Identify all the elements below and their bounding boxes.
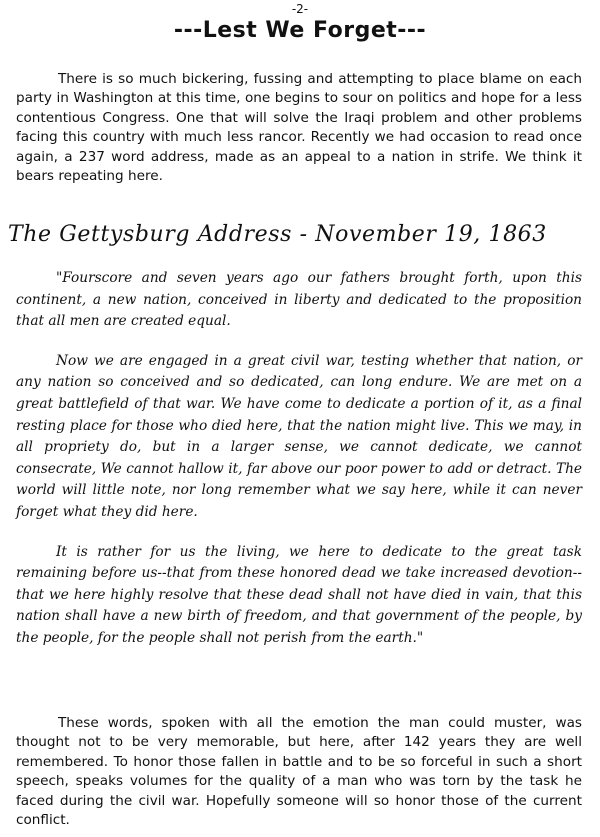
address-paragraph-2: Now we are engaged in a great civil war, testing whether that nation, or any nation so conceived and so dedicated, can long endure. We are met on a great battlefield of that war. We have come to dedicate a portion of it, as a final resting place for those who died here, that the nation might live. This we may, in all propriety do, but in a larger sense, we cannot dedicate, we cannot consecrate, We cannot hallow it, far above our poor power to add or detract. The world will little note, nor long remember what we say here, while it can never forget what they did here.: [16, 352, 582, 520]
closing-paragraph: These words, spoken with all the emotion the man could muster, was thought not to be very memorable, but here, after 142 years they are well remembered. To honor those fallen in battle and to be so forceful in such a short speech, speaks volumes for the quality of a man who was torn by the task he faced during the civil war. Hopefully someone will so honor those of the current conflict.: [16, 715, 582, 829]
address-paragraph-1: "Fourscore and seven years ago our fathers brought forth, upon this continent, a new nation, conceived in liberty and dedicated to the proposition that all men are created equal.: [16, 270, 582, 330]
address-title: The Gettysburg Address - November 19, 1863: [8, 222, 547, 247]
intro-paragraph: There is so much bickering, fussing and attempting to place blame on each party in Washington at this time, one begins to sour on politics and hope for a less contentious Congress. One that will solve the Iraqi problem and other problems facing this country with much less rancor. Recently we had occasion to read once again, a 237 word address, made as an appeal to a nation in strife. We think it bears repeating here.: [16, 71, 582, 185]
address-text: [16, 268, 582, 668]
address-paragraph-3: It is rather for us the living, we here to dedicate to the great task remaining before us--that from these honored dead we take increased devotion--that we here highly resolve that these dead shall not have died in vain, that this nation shall have a new birth of freedom, and that government of the people, by the people, for the people shall not perish from the earth.": [16, 543, 582, 646]
page-title: ---Lest We Forget---: [173, 18, 427, 43]
closing-section: [16, 714, 582, 830]
intro-section: [16, 70, 582, 186]
page-number: -2-: [291, 2, 309, 16]
